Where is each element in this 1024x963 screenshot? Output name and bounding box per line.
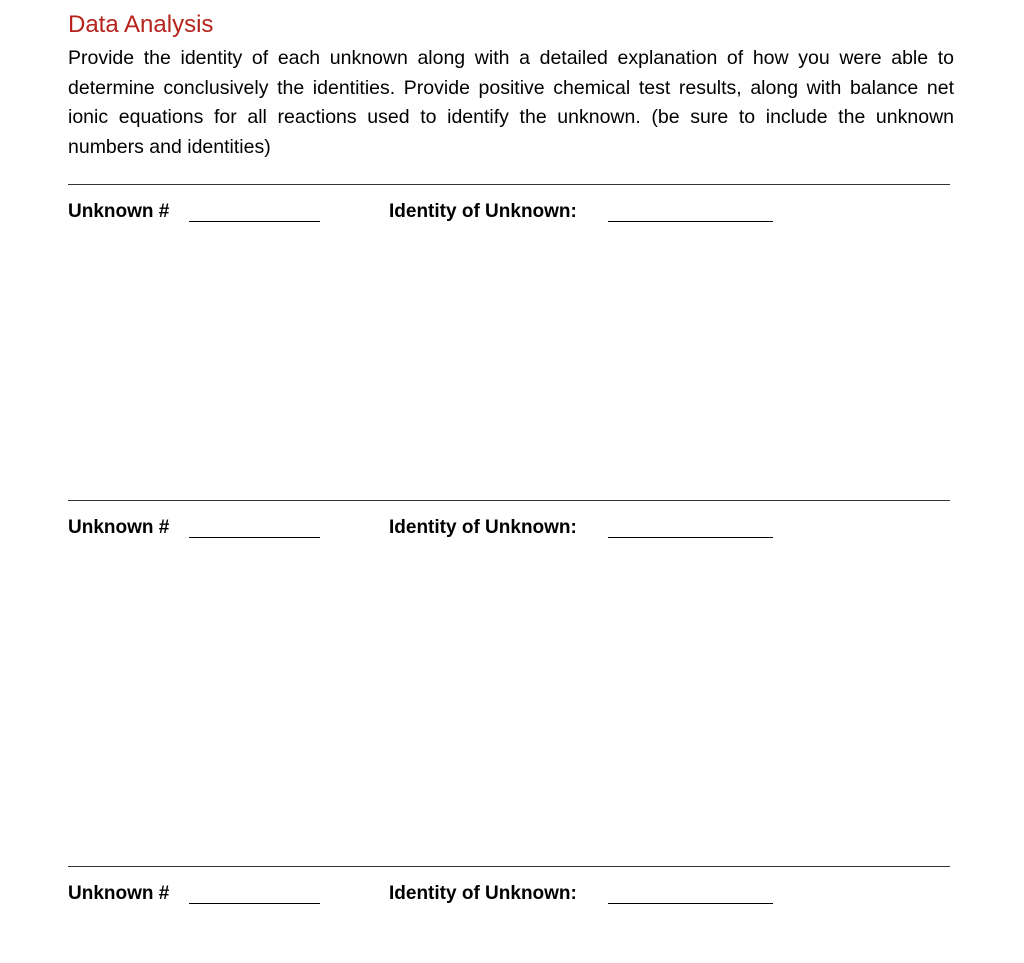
unknown-number-blank[interactable] [189,221,320,222]
unknown-entry-1 [68,200,950,230]
identity-blank[interactable] [608,537,773,538]
divider-line [68,184,950,185]
unknown-number-label: Unknown # [68,201,170,222]
identity-blank[interactable] [608,221,773,222]
unknown-number-blank[interactable] [189,903,320,904]
unknown-entry-2 [68,516,950,546]
identity-label: Identity of Unknown: [389,201,577,222]
unknown-entry-3 [68,882,950,912]
identity-label: Identity of Unknown: [389,883,577,904]
identity-label: Identity of Unknown: [389,517,577,538]
divider-line [68,500,950,501]
unknown-number-label: Unknown # [68,517,170,538]
identity-blank[interactable] [608,903,773,904]
section-title: Data Analysis [68,11,214,38]
divider-line [68,866,950,867]
unknown-number-blank[interactable] [189,537,320,538]
unknown-number-label: Unknown # [68,883,170,904]
instructions-paragraph: Provide the identity of each unknown along with a detailed explanation of how you were able to determine conclusively the identities. Provide positive chemical test results, along with balance net ionic equations for all reactions used to identify the unknown. (be sure to include the unknown numbers and identities) [68,47,954,158]
